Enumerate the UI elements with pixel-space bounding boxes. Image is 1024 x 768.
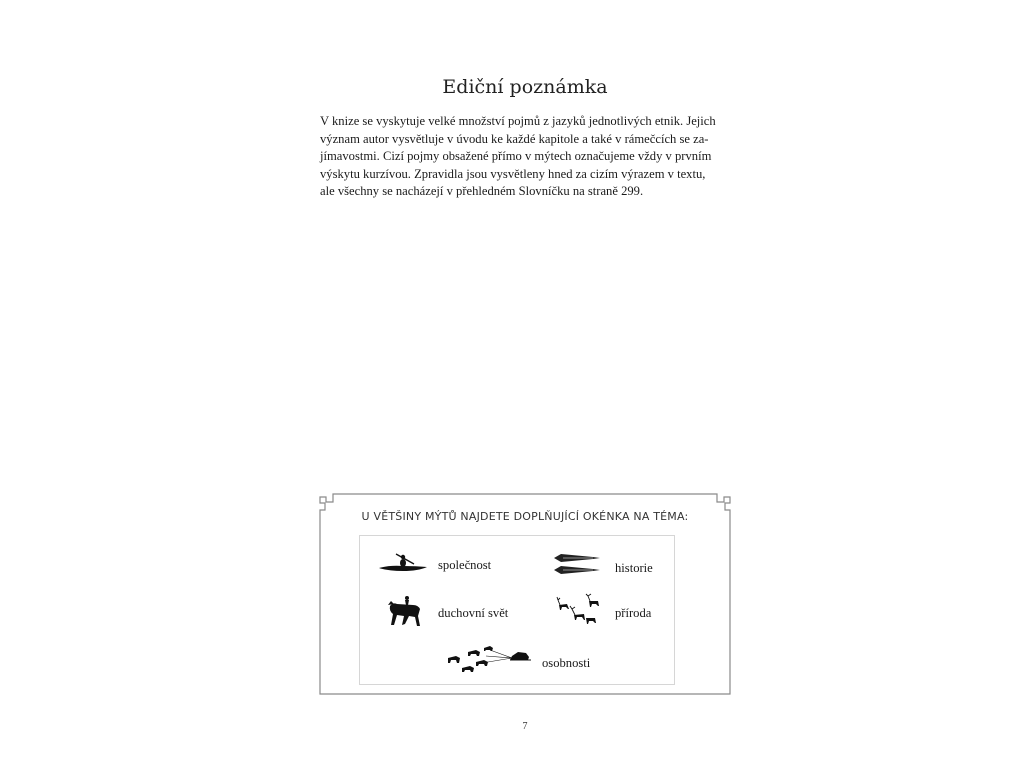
- spearheads-icon: [553, 552, 601, 578]
- paragraph-line: výskytu kurzívou. Zpravidla jsou vysvětleny hned za cizím výrazem v textu,: [320, 166, 706, 181]
- reindeer-herd-icon: [556, 591, 604, 627]
- paragraph-line: V knize se vyskytuje velké množství pojmů z jazyků jednotlivých etnik. Jejich: [320, 114, 716, 128]
- theme-label-spolecnost: společnost: [438, 558, 492, 572]
- dog-sled-icon: [446, 644, 532, 678]
- themes-box: [318, 492, 732, 696]
- paragraph-line: ale všechny se nacházejí v přehledném Slovníčku na straně 299.: [320, 184, 644, 198]
- theme-label-historie: historie: [615, 561, 653, 575]
- themes-heading: U VĚTŠINY MÝTŮ NAJDETE DOPLŇUJÍCÍ OKÉNKA NA TÉMA:: [361, 510, 689, 523]
- theme-label-duchovni-svet: duchovní svět: [438, 606, 509, 620]
- page-number: 7: [522, 721, 528, 732]
- editorial-note-paragraph: [320, 113, 738, 201]
- theme-label-osobnosti: osobnosti: [542, 656, 591, 670]
- theme-label-priroda: příroda: [615, 606, 652, 620]
- horse-rider-icon: [385, 594, 425, 630]
- paragraph-line: význam autor vysvětluje v úvodu ke každé kapitole a také v rámečcích se za-: [320, 131, 709, 146]
- page-title: Ediční poznámka: [442, 76, 608, 98]
- paragraph-line: jímavostmi. Cizí pojmy obsažené přímo v mýtech označujeme vždy v prvním: [320, 149, 712, 163]
- themes-panel: [359, 535, 675, 685]
- kayak-hunter-icon: [378, 549, 428, 575]
